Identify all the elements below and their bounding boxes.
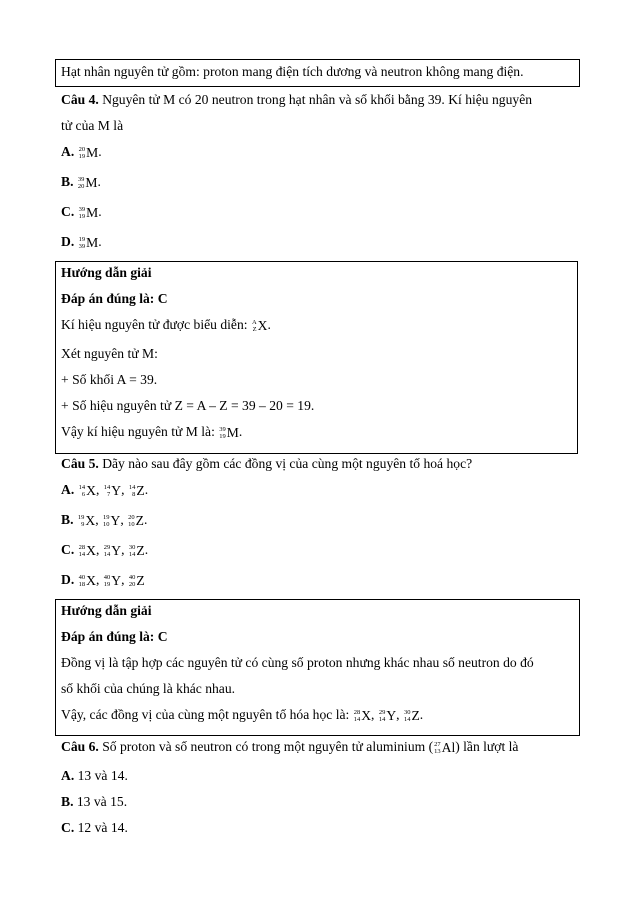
q6-option-c[interactable] — [61, 820, 128, 836]
isotope-notation: 40 20 Z — [128, 572, 145, 588]
q5-option-c[interactable]: C. 28 14 X , 29 14 Y , 30 14 Z . — [61, 542, 149, 558]
isotope-notation: 30 14 Z — [128, 542, 145, 558]
isotope-notation: 14 7 Y — [103, 482, 122, 498]
q4-guide-answer: Đáp án đúng là: C — [61, 291, 168, 306]
q6-option-a[interactable] — [61, 768, 128, 784]
option-text: 13 và 14. — [77, 768, 128, 783]
q5-guide-title: Hướng dẫn giải — [61, 603, 152, 618]
q5-guide-answer: Đáp án đúng là: C — [61, 629, 168, 644]
q5-line1 — [61, 456, 472, 472]
option-text: 13 và 15. — [76, 794, 128, 809]
q4-guide-line3: + Số khối A = 39. — [61, 372, 158, 387]
option-letter: C. — [61, 820, 75, 835]
q4-text-line1: Nguyên tử M có 20 neutron trong hạt nhân và số khối bằng 39. Kí hiệu nguyên — [102, 92, 533, 107]
isotope-notation: 28 14 X — [78, 542, 96, 558]
isotope-notation: 14 6 X — [78, 482, 96, 498]
q6-number: Câu 6. — [61, 739, 99, 754]
isotope-notation: 28 14 X — [353, 707, 372, 723]
isotope-notation: 29 14 Y — [103, 542, 122, 558]
isotope-notation: A Z X — [251, 317, 268, 333]
isotope-notation: 39 20 M — [77, 174, 98, 190]
q4-option-b[interactable]: B. 39 20 M . — [61, 174, 101, 190]
isotope-notation: 39 19 M — [78, 204, 99, 220]
q4-line1 — [61, 92, 532, 108]
isotope-notation: 14 8 Z — [128, 482, 145, 498]
isotope-notation: 19 39 M — [78, 234, 99, 250]
q4-text-line2: tử của M là — [61, 118, 124, 133]
option-letter: D. — [61, 234, 75, 249]
q5-guide-line3: Vậy, các đồng vị của cùng một nguyên tố hóa học là: 28 14 X , 29 14 Y , 30 14 Z . — [61, 707, 424, 723]
q5-option-b[interactable]: B. 19 9 X , 19 10 Y , 20 10 Z . — [61, 512, 148, 528]
q5-text: Dãy nào sau đây gồm các đồng vị của cùng một nguyên tố hoá học? — [102, 456, 473, 471]
isotope-notation: 40 18 X — [78, 572, 96, 588]
q4-guide-title: Hướng dẫn giải — [61, 265, 152, 280]
q4-option-a[interactable]: A. 20 19 M . — [61, 144, 102, 160]
q4-option-c[interactable]: C. 39 19 M . — [61, 204, 102, 220]
isotope-notation: 20 19 M — [78, 144, 99, 160]
q6-option-b[interactable] — [61, 794, 127, 810]
isotope-notation: 39 19 M — [219, 424, 239, 440]
option-letter: C. — [61, 204, 75, 219]
q4-guide-line5: Vậy kí hiệu nguyên tử M là: 39 19 M . — [61, 424, 243, 440]
q4-guide-line1: Kí hiệu nguyên tử được biểu diễn: A Z X . — [61, 317, 271, 333]
option-letter: D. — [61, 572, 75, 587]
q4-guide-line2: Xét nguyên tử M: — [61, 346, 158, 361]
q5-number: Câu 5. — [61, 456, 99, 471]
option-letter: A. — [61, 768, 75, 783]
q4-guide-line4: + Số hiệu nguyên tử Z = A – Z = 39 – 20 = 19. — [61, 398, 315, 413]
q5-guide-line1: Đồng vị là tập hợp các nguyên tử có cùng số proton nhưng khác nhau số neutron do đó — [61, 655, 534, 670]
option-letter: B. — [61, 794, 74, 809]
option-letter: A. — [61, 482, 75, 497]
option-text: 12 và 14. — [77, 820, 128, 835]
isotope-notation: 29 14 Y — [378, 707, 397, 723]
q5-option-d[interactable]: D. 40 18 X , 40 19 Y , 40 20 Z — [61, 572, 145, 588]
option-letter: B. — [61, 512, 74, 527]
option-letter: C. — [61, 542, 75, 557]
isotope-notation: 20 10 Z — [128, 512, 144, 528]
q4-option-d[interactable]: D. 19 39 M . — [61, 234, 102, 250]
isotope-notation: 19 10 Y — [103, 512, 121, 528]
isotope-notation: 30 14 Z — [403, 707, 420, 723]
q5-option-a[interactable]: A. 14 6 X , 14 7 Y , 14 8 Z . — [61, 482, 149, 498]
q5-guide-line2: số khối của chúng là khác nhau. — [61, 681, 236, 696]
top-note-text: Hạt nhân nguyên tử gồm: proton mang điện tích dương và neutron không mang điện. — [61, 64, 524, 79]
q4-number: Câu 4. — [61, 92, 99, 107]
isotope-notation: 40 19 Y — [103, 572, 122, 588]
option-letter: B. — [61, 174, 74, 189]
q6-line1: Câu 6. Số proton và số neutron có trong một nguyên tử aluminium ( 27 13 Al ) lần lượt là — [61, 739, 519, 755]
isotope-notation: 27 13 Al — [434, 739, 456, 755]
option-letter: A. — [61, 144, 75, 159]
isotope-notation: 19 9 X — [77, 512, 96, 528]
